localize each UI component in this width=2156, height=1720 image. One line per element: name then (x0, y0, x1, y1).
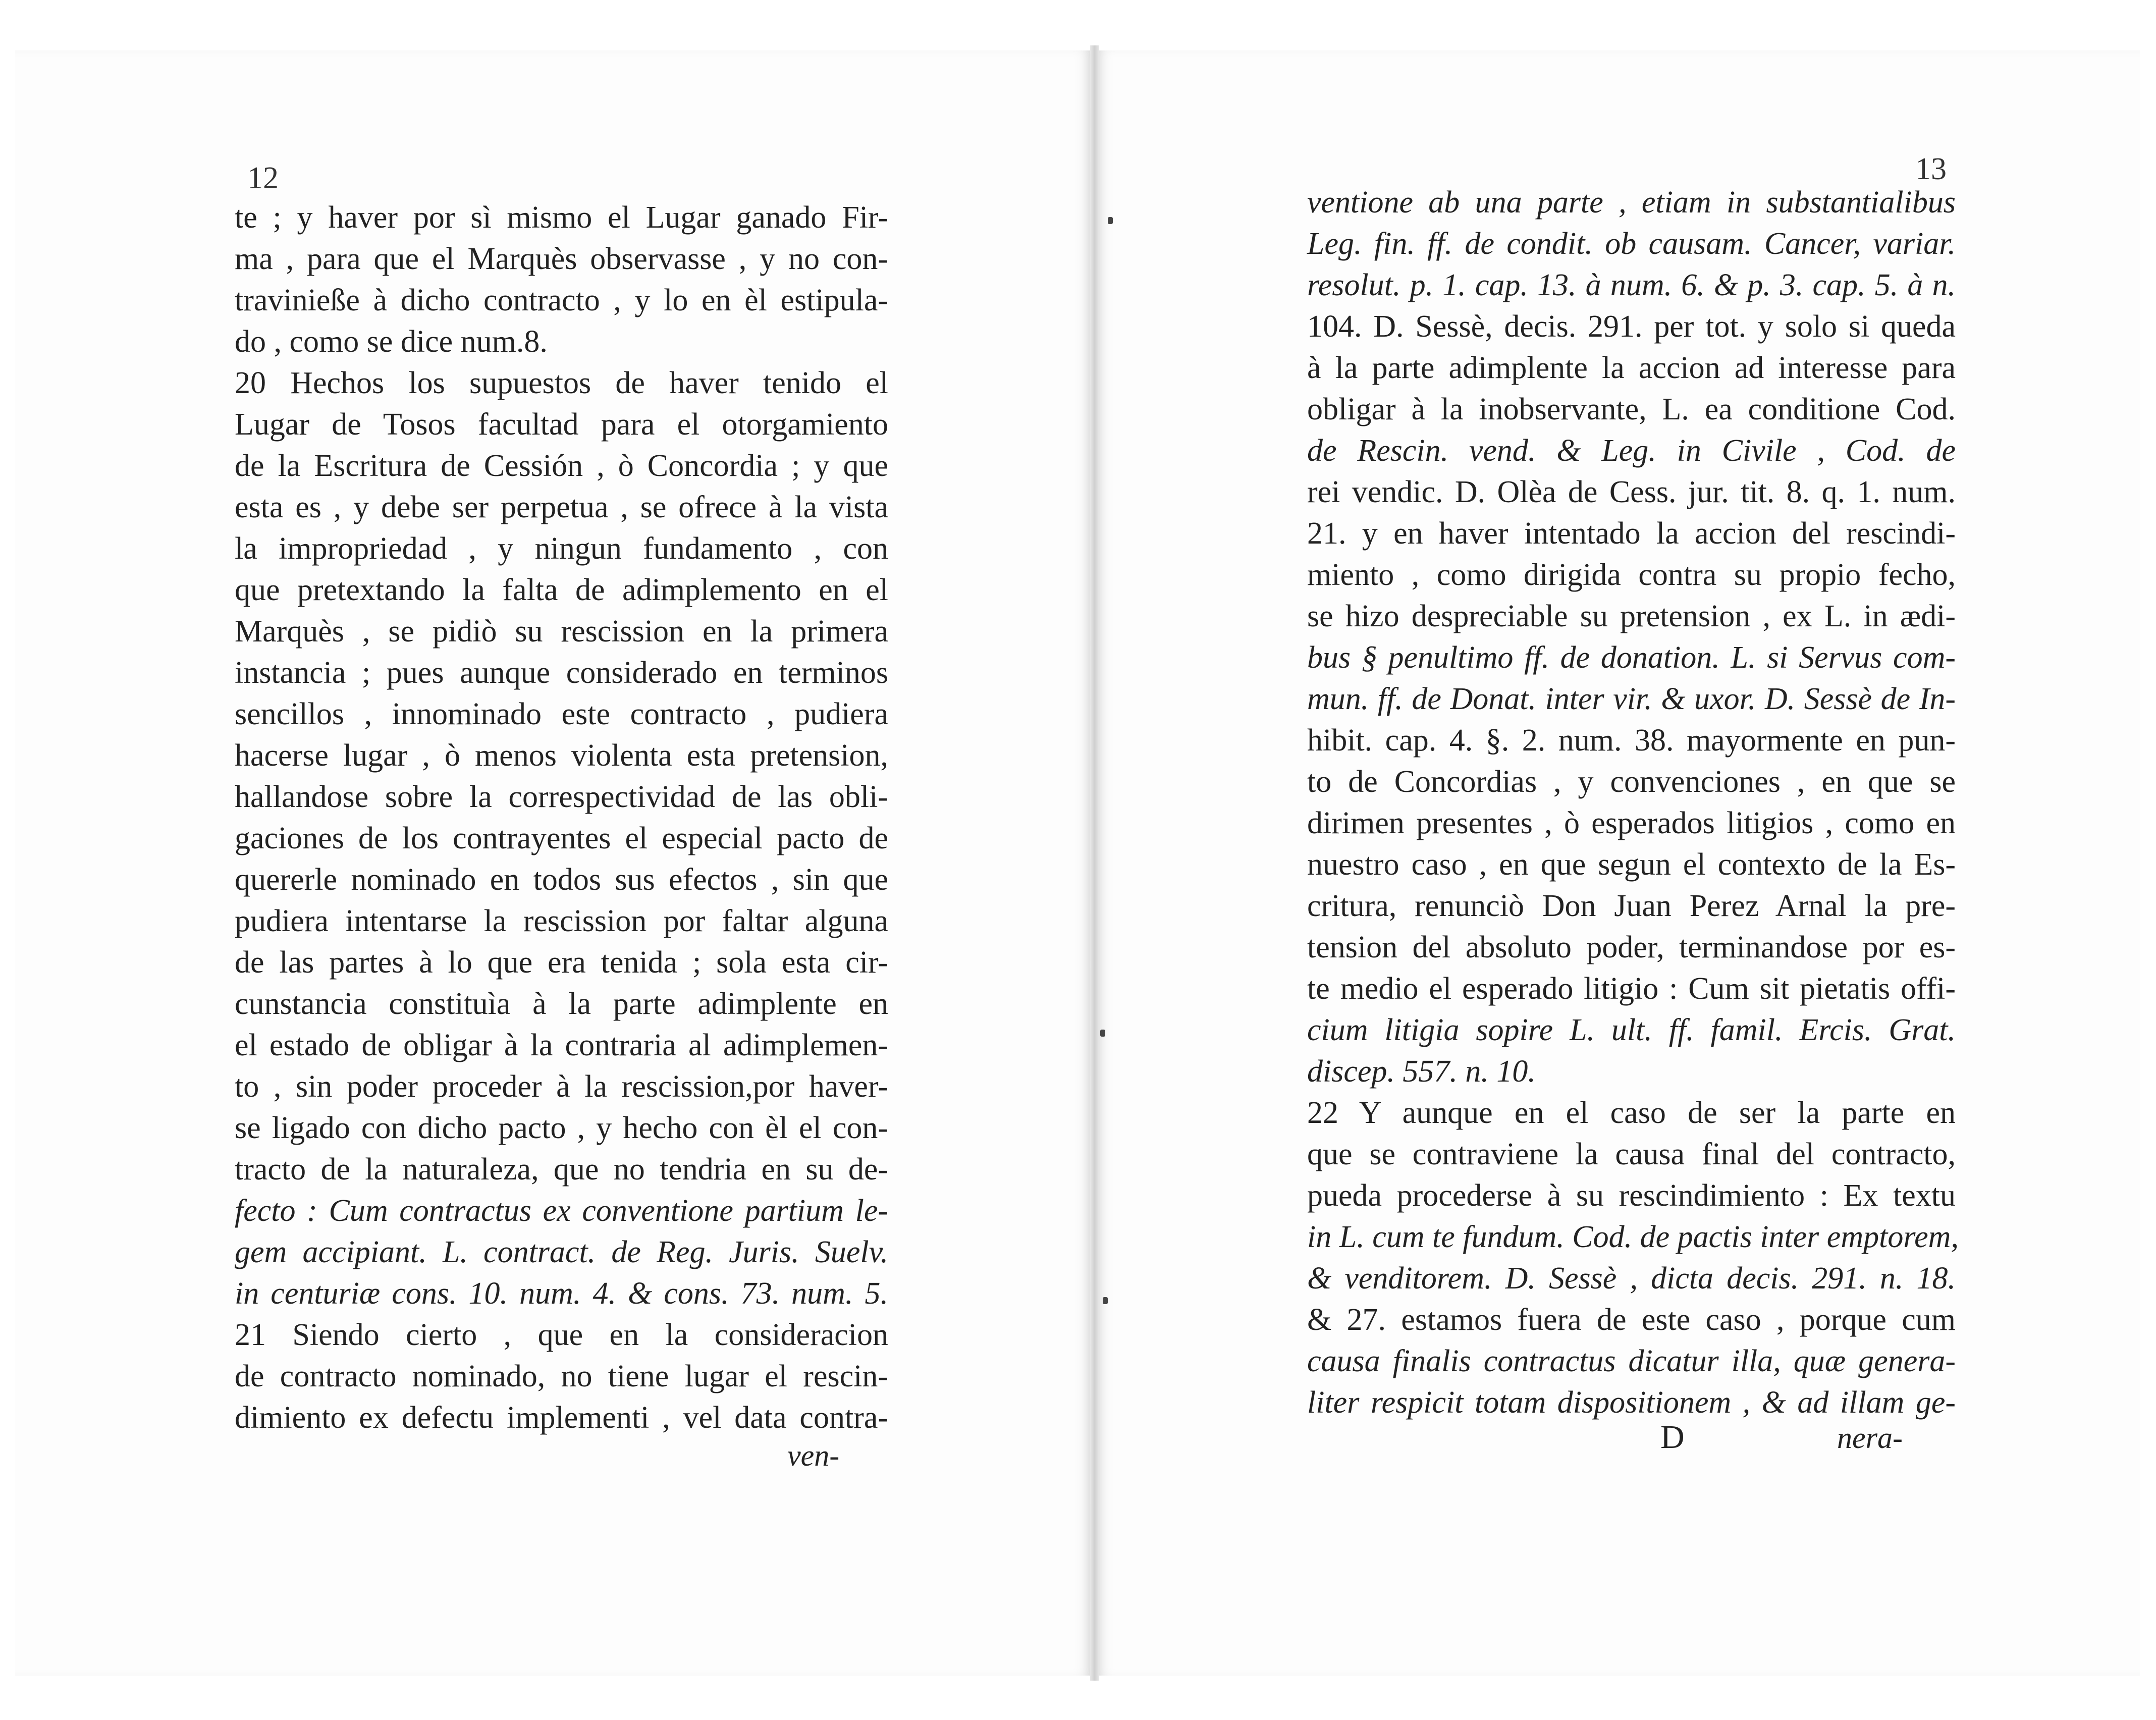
left-catchword: ven- (787, 1439, 840, 1472)
text-line: tracto de la naturaleza, que no tendria en su de- (235, 1152, 888, 1187)
text-line: mun. ff. de Donat. inter vir. & uxor. D. Sessè de In- (1307, 682, 1956, 716)
right-page-text (1307, 182, 1959, 1423)
text-line: liter respicit totam dispositionem , & ad illam ge- (1307, 1385, 1956, 1420)
text-line: in centuriæ cons. 10. num. 4. & cons. 73. num. 5. (235, 1276, 888, 1311)
text-line: & 27. estamos fuera de este caso , porque cum (1307, 1303, 1956, 1337)
text-line: Lugar de Tosos facultad para el otorgamiento (235, 407, 888, 442)
text-line: te ; y haver por sì mismo el Lugar ganado Fir- (235, 200, 888, 235)
text-line: à la parte adimplente la accion ad interesse para (1307, 351, 1956, 385)
text-line: se hizo despreciable su pretension , ex L. in ædi- (1307, 599, 1956, 633)
text-line: critura, renunciò Don Juan Perez Arnal la pre- (1307, 889, 1956, 923)
text-line: que se contraviene la causa final del contracto, (1307, 1137, 1956, 1171)
text-line: travinieße à dicho contracto , y lo en èl estipula- (235, 283, 888, 317)
text-line: in L. cum te fundum. Cod. de pactis inter emptorem, (1307, 1220, 1959, 1254)
signature-mark: D (1660, 1419, 1685, 1456)
text-line: to de Concordias , y convenciones , en que se (1307, 765, 1956, 799)
text-line: ma , para que el Marquès observasse , y no con- (235, 242, 888, 276)
text-line: pudiera intentarse la rescission por faltar alguna (235, 904, 888, 938)
text-line: dirimen presentes , ò esperados litigios , como en (1307, 806, 1956, 840)
text-line: tension del absoluto poder, terminandose por es- (1307, 930, 1956, 964)
text-line: de las partes à lo que era tenida ; sola esta cir- (235, 945, 888, 980)
text-line: gem accipiant. L. contract. de Reg. Juris. Suelv. (235, 1235, 888, 1269)
ink-speck (1103, 1297, 1108, 1304)
text-line: nuestro caso , en que segun el contexto de la Es- (1307, 847, 1956, 882)
text-line: fecto : Cum contractus ex conventione partium le- (235, 1194, 888, 1228)
text-line: que pretextando la falta de adimplemento en el (235, 573, 888, 607)
text-line: cunstancia constituìa à la parte adimplente en (235, 987, 888, 1021)
text-line: quererle nominado en todos sus efectos , sin que (235, 863, 888, 897)
ink-speck (1108, 217, 1113, 224)
text-line: el estado de obligar à la contraria al adimplemen- (235, 1028, 888, 1062)
left-page-text (235, 197, 888, 1438)
left-page-number: 12 (247, 161, 279, 195)
text-line: miento , como dirigida contra su propio fecho, (1307, 558, 1956, 592)
text-line: hibit. cap. 4. §. 2. num. 38. mayormente en pun- (1307, 723, 1956, 758)
text-line: & venditorem. D. Sessè , dicta decis. 291. n. 18. (1307, 1261, 1956, 1296)
text-line: Leg. fin. ff. de condit. ob causam. Cancer, variar. (1307, 227, 1956, 261)
text-line: rei vendic. D. Olèa de Cess. jur. tit. 8. q. 1. num. (1307, 475, 1956, 509)
text-line: 21 Siendo cierto , que en la consideracion (235, 1318, 888, 1352)
text-line: bus § penultimo ff. de donation. L. si Servus com- (1307, 640, 1956, 675)
text-line: do , como se dice num.8. (235, 325, 548, 359)
text-line: 20 Hechos los supuestos de haver tenido el (235, 366, 888, 400)
text-line: gaciones de los contrayentes el especial pacto de (235, 821, 888, 855)
text-line: de Rescin. vend. & Leg. in Civile , Cod. de (1307, 434, 1956, 468)
book-gutter (1090, 45, 1099, 1681)
right-catchword: nera- (1837, 1421, 1903, 1455)
text-line: Marquès , se pidiò su rescission en la primera (235, 614, 888, 649)
text-line: pueda procederse à su rescindimiento : Ex textu (1307, 1178, 1956, 1213)
text-line: de la Escritura de Cessión , ò Concordia ; y que (235, 449, 888, 483)
text-line: hallandose sobre la correspectividad de las obli- (235, 780, 888, 814)
text-line: cium litigia sopire L. ult. ff. famil. Ercis. Grat. (1307, 1013, 1956, 1047)
text-line: la impropriedad , y ningun fundamento , con (235, 531, 888, 566)
text-line: se ligado con dicho pacto , y hecho con èl el con- (235, 1111, 888, 1145)
text-line: 22 Y aunque en el caso de ser la parte en (1307, 1096, 1956, 1130)
text-line: instancia ; pues aunque considerado en terminos (235, 656, 888, 690)
text-line: 104. D. Sessè, decis. 291. per tot. y solo si queda (1307, 309, 1956, 344)
text-line: resolut. p. 1. cap. 13. à num. 6. & p. 3. cap. 5. à n. (1307, 268, 1956, 302)
text-line: dimiento ex defectu implementi , vel data contra- (235, 1401, 888, 1435)
text-line: obligar à la inobservante, L. ea conditione Cod. (1307, 392, 1956, 426)
text-line: causa finalis contractus dicatur illa, quæ genera- (1307, 1344, 1956, 1378)
text-line: to , sin poder proceder à la rescission,por haver- (235, 1069, 888, 1104)
text-line: te medio el esperado litigio : Cum sit pietatis offi- (1307, 972, 1956, 1006)
text-line: esta es , y debe ser perpetua , se ofrece à la vista (235, 490, 888, 524)
text-line: 21. y en haver intentado la accion del rescindi- (1307, 516, 1956, 551)
right-page-number: 13 (1915, 152, 1947, 186)
text-line: hacerse lugar , ò menos violenta esta pretension, (235, 738, 888, 773)
text-line: sencillos , innominado este contracto , pudiera (235, 697, 888, 731)
text-line: ventione ab una parte , etiam in substantialibus (1307, 185, 1956, 220)
text-line: de contracto nominado, no tiene lugar el rescin- (235, 1359, 888, 1393)
ink-speck (1100, 1030, 1105, 1037)
text-line: discep. 557. n. 10. (1307, 1054, 1536, 1089)
